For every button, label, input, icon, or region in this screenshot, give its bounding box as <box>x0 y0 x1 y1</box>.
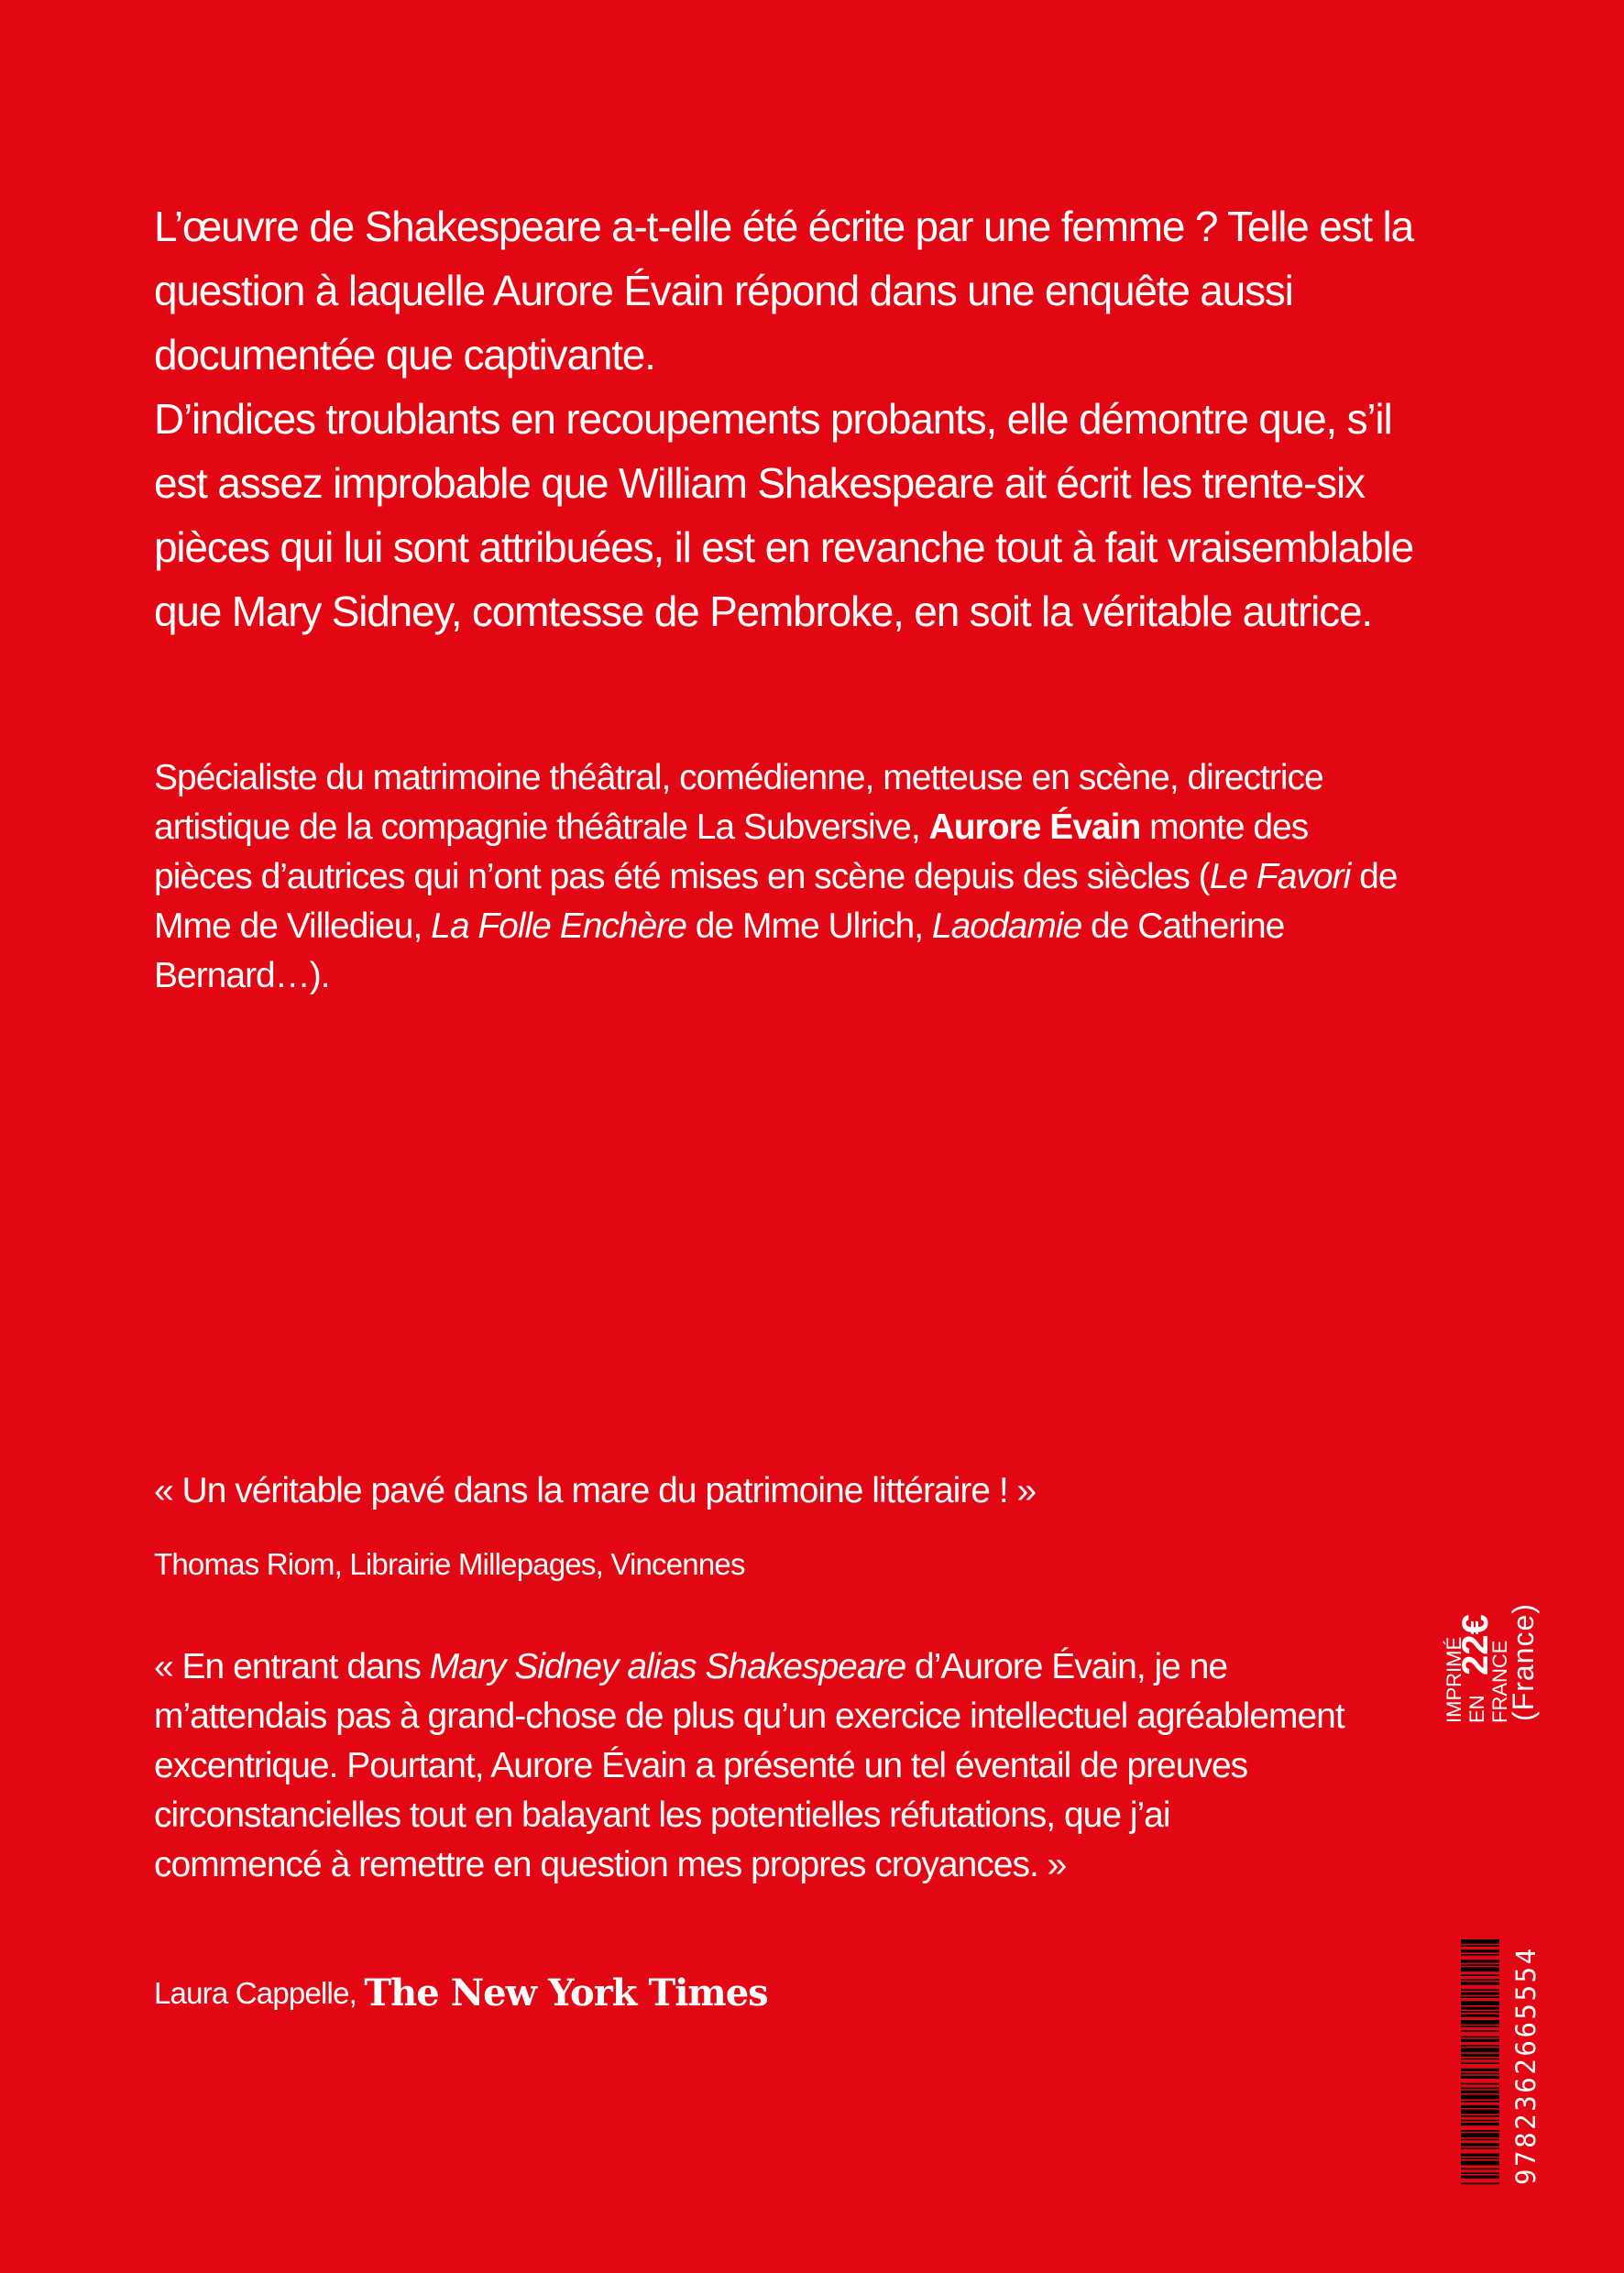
barcode-bar <box>1461 2020 1499 2025</box>
blurb-paragraph-1: L’œuvre de Shakespeare a-t-elle été écrite par une femme ? Telle est la question à laquelle Aurore Évain répond dans une enquête aussi documentée que captivante. <box>154 203 1413 379</box>
barcode-bar <box>1461 2026 1499 2027</box>
barcode-bar <box>1461 2007 1499 2010</box>
quote-1-attribution: Thomas Riom, Librairie Millepages, Vincennes <box>154 1547 745 1581</box>
barcode-bar <box>1461 2123 1499 2125</box>
barcode-bar <box>1461 2030 1499 2032</box>
barcode-bar <box>1461 2161 1499 2166</box>
barcode-bar <box>1461 2083 1499 2085</box>
bio-work-2: La Folle Enchère <box>431 906 686 946</box>
price-country: (France) <box>1507 1603 1540 1721</box>
imprint-line-2: EN <box>1465 1695 1488 1723</box>
price-value: 22€ <box>1455 1614 1496 1675</box>
bio-intro: Spécialiste du matrimoine théâtral, comédienne, metteuse en scène, directrice artistique de la compagnie théâtrale La Subversive, <box>154 758 1323 847</box>
barcode-bar <box>1461 2062 1499 2064</box>
quote-1-text: « Un véritable pavé dans la mare du patrimoine littéraire ! » <box>154 1471 1037 1510</box>
bio-work-1: Le Favori <box>1209 857 1351 896</box>
barcode-bar <box>1461 2011 1499 2013</box>
barcode-bar <box>1461 1993 1499 1995</box>
isbn-number: 9782362665554 <box>1510 1946 1542 2185</box>
barcode-bar <box>1461 2039 1499 2042</box>
bio-work-2-author: de Mme Ulrich, <box>686 906 932 946</box>
barcode-bar <box>1461 2120 1499 2122</box>
barcode-bar <box>1461 2183 1499 2185</box>
price-label <box>1439 1485 1549 1723</box>
barcode-bar <box>1461 1939 1499 1944</box>
quote-2-end: d’Aurore Évain, je ne m’attendais pas à grand-chose de plus qu’un exercice intellectuel agréablement excentrique. Pourtant, Aurore Évain a présenté un tel éventail de preuves circonstancielles tout en balayant les potentielles réfutations, que j’ai commencé à remettre en question mes propres croyances. » <box>154 1647 1344 1884</box>
author-bio <box>154 753 1400 1001</box>
blurb-paragraph-2: D’indices troublants en recoupements probants, elle démontre que, s’il est assez improbable que William Shakespeare ait écrit les trente-six pièces qui lui sont attribuées, il est en revanche tout à fait vraisemblable que Mary Sidney, comtesse de Pembroke, en soit la véritable autrice. <box>154 395 1413 635</box>
nyt-logo: The New York Times <box>364 1971 768 2015</box>
barcode-bar <box>1461 2037 1499 2038</box>
barcode-bar <box>1461 2091 1499 2093</box>
barcode-bar <box>1461 1996 1499 1998</box>
barcode-bar <box>1461 2054 1499 2057</box>
barcode-bar <box>1461 2115 1499 2117</box>
isbn-barcode-icon <box>1461 1939 1499 2185</box>
barcode-bar <box>1461 1945 1499 1947</box>
barcode-bar <box>1461 1979 1499 1981</box>
back-cover-blurb <box>154 194 1437 643</box>
quote-2-text <box>154 1642 1345 1890</box>
barcode-bar <box>1461 2172 1499 2174</box>
barcode-bar <box>1461 1954 1499 1956</box>
barcode-bar <box>1461 2069 1499 2071</box>
barcode-bar <box>1461 2105 1499 2108</box>
barcode-bar <box>1461 2076 1499 2079</box>
barcode-bar <box>1461 2143 1499 2146</box>
barcode-bar <box>1461 2048 1499 2052</box>
quote-2-attribution <box>154 1969 768 2018</box>
barcode-bar <box>1461 2073 1499 2075</box>
barcode-bar <box>1461 2001 1499 2005</box>
barcode-bar <box>1461 2169 1499 2170</box>
quote-2-author: Laura Cappelle, <box>154 1976 365 2010</box>
barcode-bar <box>1461 1964 1499 1966</box>
barcode-bar <box>1461 2139 1499 2141</box>
barcode-bar <box>1461 2130 1499 2132</box>
barcode-bar <box>1461 2110 1499 2114</box>
author-bio-text <box>154 753 1400 1001</box>
barcode-bar <box>1461 1949 1499 1952</box>
barcode-bar <box>1461 2101 1499 2103</box>
barcode-bar <box>1461 1960 1499 1962</box>
imprint-line-3: FRANCE <box>1488 1640 1511 1723</box>
barcode-bar <box>1461 1967 1499 1971</box>
barcode-bar <box>1461 2095 1499 2100</box>
barcode-bar <box>1461 1989 1499 1991</box>
barcode-bar <box>1461 2147 1499 2149</box>
bio-work-1-author: de Mme de Villedieu, <box>154 857 1398 946</box>
barcode-bar <box>1461 2158 1499 2159</box>
bio-work-3-author: de Catherine Bernard…). <box>154 906 1285 995</box>
quote-2-start: « En entrant dans <box>154 1647 430 1686</box>
barcode-bar <box>1461 1974 1499 1976</box>
imprint-line-1: IMPRIMÉ <box>1443 1636 1465 1723</box>
barcode-bar <box>1461 2176 1499 2179</box>
barcode-bar <box>1461 2133 1499 2137</box>
bio-author-name: Aurore Évain <box>928 807 1141 847</box>
quote-2-book-title: Mary Sidney alias Shakespeare <box>429 1647 906 1686</box>
barcode-bar <box>1461 2015 1499 2017</box>
bio-mid: monte des pièces d’autrices qui n’ont pas été mises en scène depuis des siècles ( <box>154 807 1309 896</box>
bio-work-3: Laodamie <box>931 906 1082 946</box>
barcode-bar <box>1461 2059 1499 2060</box>
barcode-bar <box>1461 2154 1499 2157</box>
barcode-bar <box>1461 2045 1499 2047</box>
barcode-bar <box>1461 2088 1499 2090</box>
barcode-bar <box>1461 1982 1499 1984</box>
